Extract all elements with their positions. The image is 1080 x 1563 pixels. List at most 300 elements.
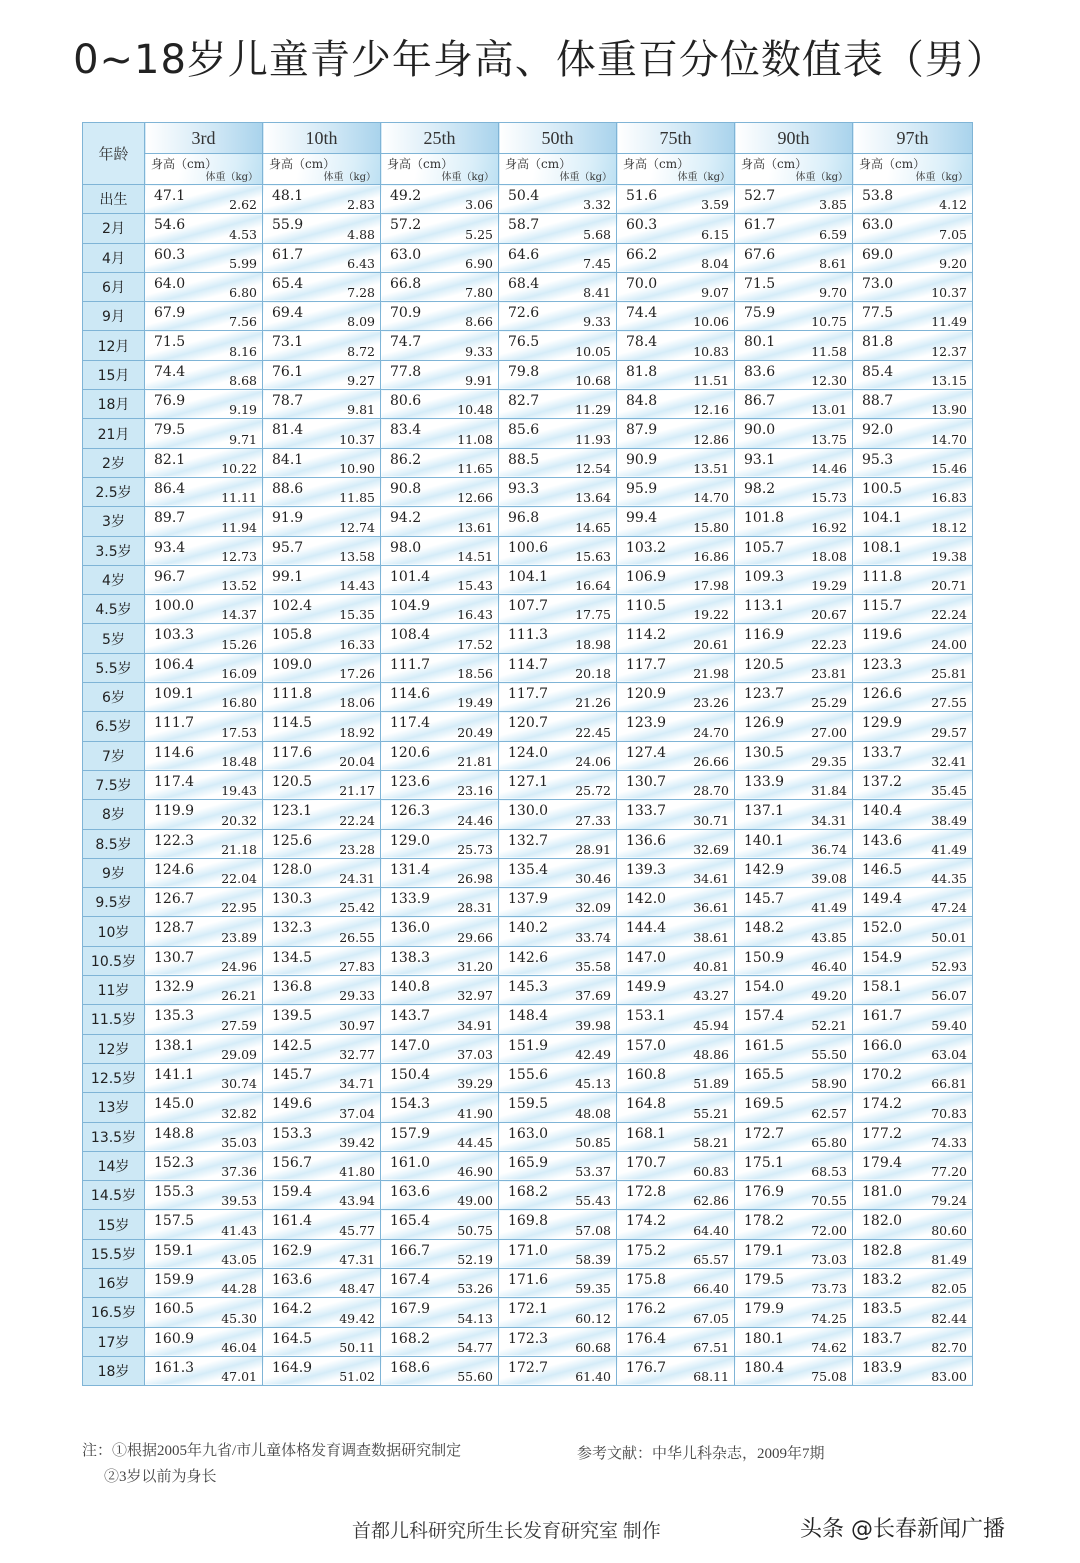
height-value: 129.9 [862,715,903,732]
height-label: 身高（cm） [859,157,926,171]
weight-value: 14.70 [693,490,729,506]
value-cell [617,1122,735,1151]
value-cell [617,1268,735,1297]
value-cell [499,683,617,712]
weight-value: 16.64 [575,578,611,594]
value-cell [499,741,617,770]
height-value: 88.6 [272,480,304,497]
weight-value: 11.93 [575,431,611,447]
weight-value: 7.28 [347,285,375,301]
value-cell [735,477,853,506]
height-value: 149.6 [272,1096,313,1113]
weight-value: 82.70 [931,1339,967,1355]
weight-value: 29.09 [221,1046,257,1062]
weight-value: 50.85 [575,1134,611,1150]
weight-value: 59.40 [931,1017,967,1033]
weight-value: 13.75 [811,431,847,447]
value-cell [499,1298,617,1327]
weight-value: 24.96 [221,959,257,975]
weight-value: 48.86 [693,1046,729,1062]
height-value: 96.8 [508,510,540,527]
age-cell: 5.5岁 [83,653,145,682]
height-value: 115.7 [862,598,903,615]
weight-value: 11.65 [457,460,493,476]
weight-value: 73.73 [811,1281,847,1297]
value-cell [853,976,973,1005]
height-value: 52.7 [744,188,776,204]
value-cell [617,419,735,448]
weight-value: 38.61 [693,929,729,945]
weight-value: 20.61 [693,636,729,652]
height-value: 48.1 [272,188,304,204]
value-cell [617,917,735,946]
value-cell [735,214,853,243]
height-value: 95.7 [272,539,304,556]
weight-value: 70.83 [931,1105,967,1121]
weight-value: 23.89 [221,929,257,945]
height-value: 101.8 [744,510,785,527]
height-value: 114.2 [626,627,667,644]
weight-value: 74.62 [811,1339,847,1355]
weight-value: 68.53 [811,1164,847,1180]
height-value: 164.2 [272,1301,313,1318]
height-value: 175.2 [626,1242,667,1259]
age-cell: 8岁 [83,800,145,829]
height-value: 108.1 [862,539,903,556]
value-cell [145,390,263,419]
height-value: 154.3 [390,1096,431,1113]
weight-value: 14.65 [575,519,611,535]
table-row [83,683,973,712]
value-cell [617,302,735,331]
height-value: 162.9 [272,1242,313,1259]
note-length: ②3岁以前为身长 [104,1469,217,1485]
weight-value: 7.80 [465,285,493,301]
weight-value: 14.70 [931,431,967,447]
height-value: 85.4 [862,363,894,380]
height-value: 80.6 [390,393,422,410]
weight-value: 15.46 [931,460,967,476]
height-value: 82.7 [508,393,540,410]
age-cell: 出生 [83,185,145,214]
value-cell [735,331,853,360]
height-value: 128.0 [272,861,313,878]
value-cell [735,1005,853,1034]
value-cell [263,448,381,477]
weight-value: 15.26 [221,636,257,652]
weight-value: 57.08 [575,1222,611,1238]
value-cell [499,712,617,741]
table-row [83,858,973,887]
value-cell [735,712,853,741]
weight-value: 16.83 [931,490,967,506]
weight-value: 12.86 [693,431,729,447]
value-cell [145,1063,263,1092]
height-value: 157.0 [626,1037,667,1054]
value-cell [735,507,853,536]
height-value: 168.2 [508,1184,549,1201]
value-cell [735,858,853,887]
height-value: 136.6 [626,832,667,849]
height-value: 164.9 [272,1359,313,1376]
table-row [83,829,973,858]
height-value: 70.0 [626,275,658,292]
height-value: 138.3 [390,949,431,966]
height-value: 61.7 [272,246,304,263]
age-cell: 4.5岁 [83,595,145,624]
value-cell [263,917,381,946]
value-cell [263,1034,381,1063]
height-value: 120.5 [744,656,785,673]
height-value: 67.6 [744,246,776,263]
value-cell [499,1356,617,1385]
measure-header [735,154,853,185]
weight-value: 36.74 [811,841,847,857]
weight-value: 10.37 [339,431,375,447]
height-value: 178.2 [744,1213,785,1230]
value-cell [263,1093,381,1122]
table-row [83,624,973,653]
height-value: 78.4 [626,334,658,351]
value-cell [853,185,973,214]
value-cell [145,536,263,565]
height-value: 155.6 [508,1066,549,1083]
height-value: 106.9 [626,568,667,585]
height-value: 159.4 [272,1184,313,1201]
height-value: 63.0 [390,246,422,263]
value-cell [853,770,973,799]
weight-label: 体重（kg） [323,172,376,183]
value-cell [853,741,973,770]
value-cell [617,858,735,887]
height-value: 128.7 [154,920,195,937]
weight-value: 21.26 [575,695,611,711]
age-cell: 10.5岁 [83,946,145,975]
weight-value: 8.16 [229,343,257,359]
height-value: 84.1 [272,451,304,468]
table-row [83,214,973,243]
value-cell [381,1181,499,1210]
value-cell [499,946,617,975]
value-cell [263,360,381,389]
weight-value: 43.85 [811,929,847,945]
height-value: 80.1 [744,334,776,351]
value-cell [853,565,973,594]
value-cell [145,243,263,272]
weight-value: 26.98 [457,871,493,887]
value-cell [145,360,263,389]
height-value: 159.5 [508,1096,549,1113]
value-cell [263,419,381,448]
height-value: 102.4 [272,598,313,615]
weight-value: 49.00 [457,1193,493,1209]
height-value: 129.0 [390,832,431,849]
value-cell [735,390,853,419]
weight-value: 2.62 [229,197,257,213]
weight-value: 29.33 [339,988,375,1004]
height-value: 181.0 [862,1184,903,1201]
value-cell [735,653,853,682]
value-cell [735,360,853,389]
height-value: 86.2 [390,451,422,468]
height-value: 66.2 [626,246,658,263]
weight-value: 16.43 [457,607,493,623]
weight-value: 14.51 [457,548,493,564]
value-cell [853,243,973,272]
weight-value: 82.05 [931,1281,967,1297]
weight-value: 11.08 [457,431,493,447]
height-value: 160.5 [154,1301,195,1318]
height-value: 165.9 [508,1154,549,1171]
weight-value: 9.07 [701,285,729,301]
note-reference: 参考文献：中华儿科杂志，2009年7期 [577,1446,825,1462]
weight-value: 54.77 [457,1339,493,1355]
value-cell [145,1327,263,1356]
value-cell [617,331,735,360]
value-cell [145,1239,263,1268]
height-value: 114.6 [154,744,195,761]
value-cell [499,448,617,477]
value-cell [381,858,499,887]
height-value: 164.5 [272,1330,313,1347]
height-value: 171.6 [508,1271,549,1288]
weight-value: 82.44 [931,1310,967,1326]
weight-value: 25.73 [457,841,493,857]
value-cell [499,653,617,682]
value-cell [853,477,973,506]
value-cell [853,1181,973,1210]
value-cell [263,829,381,858]
value-cell [735,1268,853,1297]
age-cell: 2.5岁 [83,477,145,506]
value-cell [499,770,617,799]
age-cell: 11岁 [83,976,145,1005]
value-cell [381,507,499,536]
weight-value: 31.84 [811,783,847,799]
height-value: 60.3 [154,246,186,263]
value-cell [381,1239,499,1268]
weight-value: 10.75 [811,314,847,330]
weight-value: 60.83 [693,1164,729,1180]
height-value: 166.0 [862,1037,903,1054]
weight-value: 11.11 [221,490,257,506]
weight-value: 15.43 [457,578,493,594]
height-value: 165.5 [744,1066,785,1083]
age-cell: 16.5岁 [83,1298,145,1327]
height-value: 90.8 [390,480,422,497]
weight-label: 体重（kg） [677,172,730,183]
height-value: 148.2 [744,920,785,937]
height-value: 66.8 [390,275,422,292]
table-row [83,360,973,389]
value-cell [381,390,499,419]
height-value: 95.3 [862,451,894,468]
value-cell [617,624,735,653]
age-cell: 12.5岁 [83,1063,145,1092]
height-value: 72.6 [508,305,540,322]
age-cell: 8.5岁 [83,829,145,858]
weight-value: 45.30 [221,1310,257,1326]
value-cell [617,1239,735,1268]
weight-value: 62.86 [693,1193,729,1209]
height-value: 163.0 [508,1125,549,1142]
height-value: 167.9 [390,1301,431,1318]
height-value: 156.7 [272,1154,313,1171]
height-value: 120.6 [390,744,431,761]
height-value: 172.1 [508,1301,549,1318]
value-cell [853,1093,973,1122]
height-value: 127.1 [508,773,549,790]
height-value: 88.7 [862,393,894,410]
height-value: 100.6 [508,539,549,556]
weight-value: 39.29 [457,1076,493,1092]
weight-value: 26.66 [693,753,729,769]
weight-value: 3.06 [465,197,493,213]
table-row [83,1122,973,1151]
height-value: 161.4 [272,1213,313,1230]
value-cell [263,331,381,360]
height-value: 137.1 [744,803,785,820]
value-cell [735,536,853,565]
value-cell [499,243,617,272]
height-value: 136.8 [272,979,313,996]
height-value: 133.7 [862,744,903,761]
value-cell [499,536,617,565]
weight-value: 62.57 [811,1105,847,1121]
weight-value: 49.20 [811,988,847,1004]
value-cell [381,1034,499,1063]
table-row [83,185,973,214]
value-cell [735,888,853,917]
weight-value: 17.98 [693,578,729,594]
value-cell [617,272,735,301]
height-value: 68.4 [508,275,540,292]
value-cell [853,331,973,360]
height-value: 105.8 [272,627,313,644]
height-value: 111.7 [154,715,195,732]
height-value: 182.8 [862,1242,903,1259]
value-cell [853,1239,973,1268]
value-cell [499,829,617,858]
height-value: 127.4 [626,744,667,761]
weight-value: 14.37 [221,607,257,623]
height-value: 64.6 [508,246,540,263]
percentile-header: 50th [499,123,617,154]
weight-value: 46.90 [457,1164,493,1180]
height-value: 179.5 [744,1271,785,1288]
height-value: 123.7 [744,686,785,703]
value-cell [617,1327,735,1356]
table-row [83,243,973,272]
weight-value: 2.83 [347,197,375,213]
weight-value: 15.80 [693,519,729,535]
weight-value: 29.66 [457,929,493,945]
value-cell [853,507,973,536]
note-source: 注：①根据2005年九省/市儿童体格发育调查数据研究制定 [82,1443,462,1459]
percentile-header: 3rd [145,123,263,154]
weight-value: 14.43 [339,578,375,594]
height-value: 85.6 [508,422,540,439]
weight-value: 73.03 [811,1251,847,1267]
value-cell [853,536,973,565]
value-cell [735,770,853,799]
value-cell [145,448,263,477]
height-value: 140.2 [508,920,549,937]
value-cell [617,1034,735,1063]
height-value: 98.0 [390,539,422,556]
weight-value: 43.05 [221,1251,257,1267]
height-value: 133.9 [744,773,785,790]
weight-value: 5.99 [229,255,257,271]
height-value: 143.6 [862,832,903,849]
height-value: 171.0 [508,1242,549,1259]
height-value: 122.3 [154,832,195,849]
value-cell [263,770,381,799]
height-value: 165.4 [390,1213,431,1230]
value-cell [617,1005,735,1034]
value-cell [617,536,735,565]
value-cell [853,1034,973,1063]
value-cell [263,595,381,624]
height-value: 168.2 [390,1330,431,1347]
height-value: 95.9 [626,480,658,497]
value-cell [145,829,263,858]
height-value: 160.9 [154,1330,195,1347]
table-row [83,1327,973,1356]
height-value: 150.9 [744,949,785,966]
value-cell [381,741,499,770]
value-cell [499,302,617,331]
weight-value: 22.24 [931,607,967,623]
value-cell [263,1063,381,1092]
value-cell [735,1181,853,1210]
measure-header [499,154,617,185]
weight-value: 72.00 [811,1222,847,1238]
height-value: 123.3 [862,656,903,673]
weight-value: 29.35 [811,753,847,769]
weight-value: 19.38 [931,548,967,564]
weight-value: 25.29 [811,695,847,711]
value-cell [263,1239,381,1268]
value-cell [735,272,853,301]
weight-value: 18.56 [457,666,493,682]
weight-value: 9.33 [465,343,493,359]
height-value: 160.8 [626,1066,667,1083]
age-cell: 14.5岁 [83,1181,145,1210]
weight-value: 24.46 [457,812,493,828]
height-value: 114.7 [508,656,549,673]
weight-value: 16.09 [221,666,257,682]
weight-value: 13.52 [221,578,257,594]
height-value: 172.7 [744,1125,785,1142]
height-value: 133.9 [390,891,431,908]
value-cell [735,800,853,829]
value-cell [145,683,263,712]
weight-value: 39.08 [811,871,847,887]
value-cell [145,1298,263,1327]
height-value: 92.0 [862,422,894,439]
height-value: 76.9 [154,393,186,410]
table-row [83,1268,973,1297]
height-value: 132.3 [272,920,313,937]
age-cell: 5岁 [83,624,145,653]
height-value: 88.5 [508,451,540,468]
height-value: 120.5 [272,773,313,790]
value-cell [381,683,499,712]
value-cell [381,1356,499,1385]
value-cell [263,1151,381,1180]
value-cell [735,683,853,712]
